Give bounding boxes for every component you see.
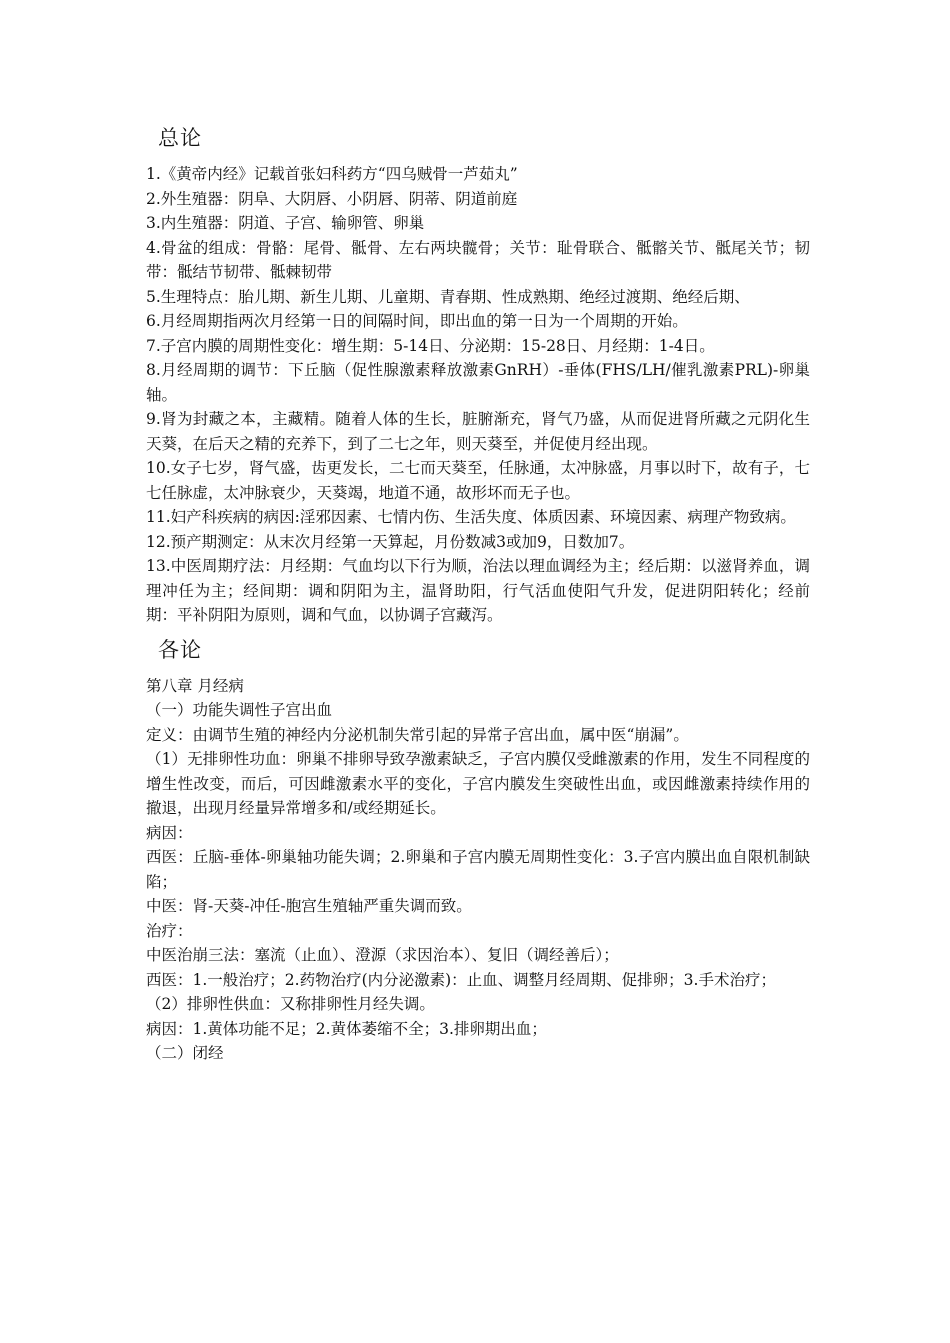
general-list [146,162,810,628]
list-item: （2）排卵性供血：又称排卵性月经失调。 [146,995,435,1013]
list-item: 9.肾为封藏之本，主藏精。随着人体的生长，脏腑渐充，肾气乃盛，从而促进肾所藏之元阴化生天葵，在后天之精的充养下，到了二七之年，则天葵至，并促使月经出现。 [146,410,810,453]
list-item: 定义：由调节生殖的神经内分泌机制失常引起的异常子宫出血，属中医“崩漏”。 [146,725,689,744]
chapter-title: 第八章 月经病 [146,676,244,695]
list-item: 西医：1.一般治疗；2.药物治疗(内分泌激素)：止血、调整月经周期、促排卵；3.手术治疗； [146,970,776,989]
list-item: 10.女子七岁，肾气盛，齿更发长，二七而天葵至，任脉通，太冲脉盛，月事以时下，故有子，七七任脉虚，太冲脉衰少，天葵竭，地道不通，故形坏而无子也。 [146,459,810,502]
list-item: 治疗： [146,921,193,940]
list-item: 12.预产期测定：从末次月经第一天算起，月份数减3或加9，日数加7。 [146,532,635,551]
list-item: 5.生理特点：胎儿期、新生儿期、儿童期、青春期、性成熟期、绝经过渡期、绝经后期、 [146,287,750,306]
list-item: 8.月经周期的调节：下丘脑（促性腺激素释放激素GnRH）-垂体(FHS/LH/催乳激素PRL)-卵巢轴。 [146,361,810,404]
section-title-specific: 各论 [158,637,202,662]
list-item: 2.外生殖器：阴阜、大阴唇、小阴唇、阴蒂、阴道前庭 [146,189,518,208]
list-item: 11.妇产科疾病的病因:淫邪因素、七情内伤、生活失度、体质因素、环境因素、病理产物致病。 [146,508,796,526]
list-item: 4.骨盆的组成：骨骼：尾骨、骶骨、左右两块髋骨；关节：耻骨联合、骶髂关节、骶尾关节；韧带：骶结节韧带、骶棘韧带 [146,238,810,281]
list-item: 1.《黄帝内经》记载首张妇科药方“四乌贼骨一芦茹丸” [146,165,518,183]
list-item: （1）无排卵性功血：卵巢不排卵导致孕激素缺乏，子宫内膜仅受雌激素的作用，发生不同程度的增生性改变，而后，可因雌激素水平的变化，子宫内膜发生突破性出血，或因雌激素持续作用的撤退，出现月经量异常增多和/或经期延长。 [146,750,810,817]
specific-list [146,674,810,1066]
list-item: 病因：1.黄体功能不足；2.黄体萎缩不全；3.排卵期出血； [146,1019,547,1038]
list-item: 西医：丘脑-垂体-卵巢轴功能失调；2.卵巢和子宫内膜无周期性变化：3.子宫内膜出血自限机制缺陷； [146,848,810,891]
list-item: 3.内生殖器：阴道、子宫、输卵管、卵巢 [146,214,425,232]
list-item: 6.月经周期指两次月经第一日的间隔时间，即出血的第一日为一个周期的开始。 [146,312,688,330]
list-item: （一）功能失调性子宫出血 [146,701,333,719]
list-item: 中医治崩三法：塞流（止血）、澄源（求因治本）、复旧（调经善后）； [146,946,619,964]
list-item: （二）闭经 [146,1044,224,1062]
list-item: 13.中医周期疗法：月经期：气血均以下行为顺，治法以理血调经为主；经后期：以滋肾养血，调理冲任为主；经间期：调和阴阳为主，温肾助阳，行气活血使阳气升发，促进阴阳转化；经前期：平补阴阳为原则，调和气血，以协调子宫藏泻。 [146,557,810,624]
list-item: 中医：肾-天葵-冲任-胞宫生殖轴严重失调而致。 [146,897,472,915]
list-item: 7.子宫内膜的周期性变化：增生期：5-14日、分泌期：15-28日、月经期：1-4日。 [146,336,715,355]
section-title-general: 总论 [158,126,202,150]
document-page [146,118,810,1066]
list-item: 病因： [146,823,193,842]
